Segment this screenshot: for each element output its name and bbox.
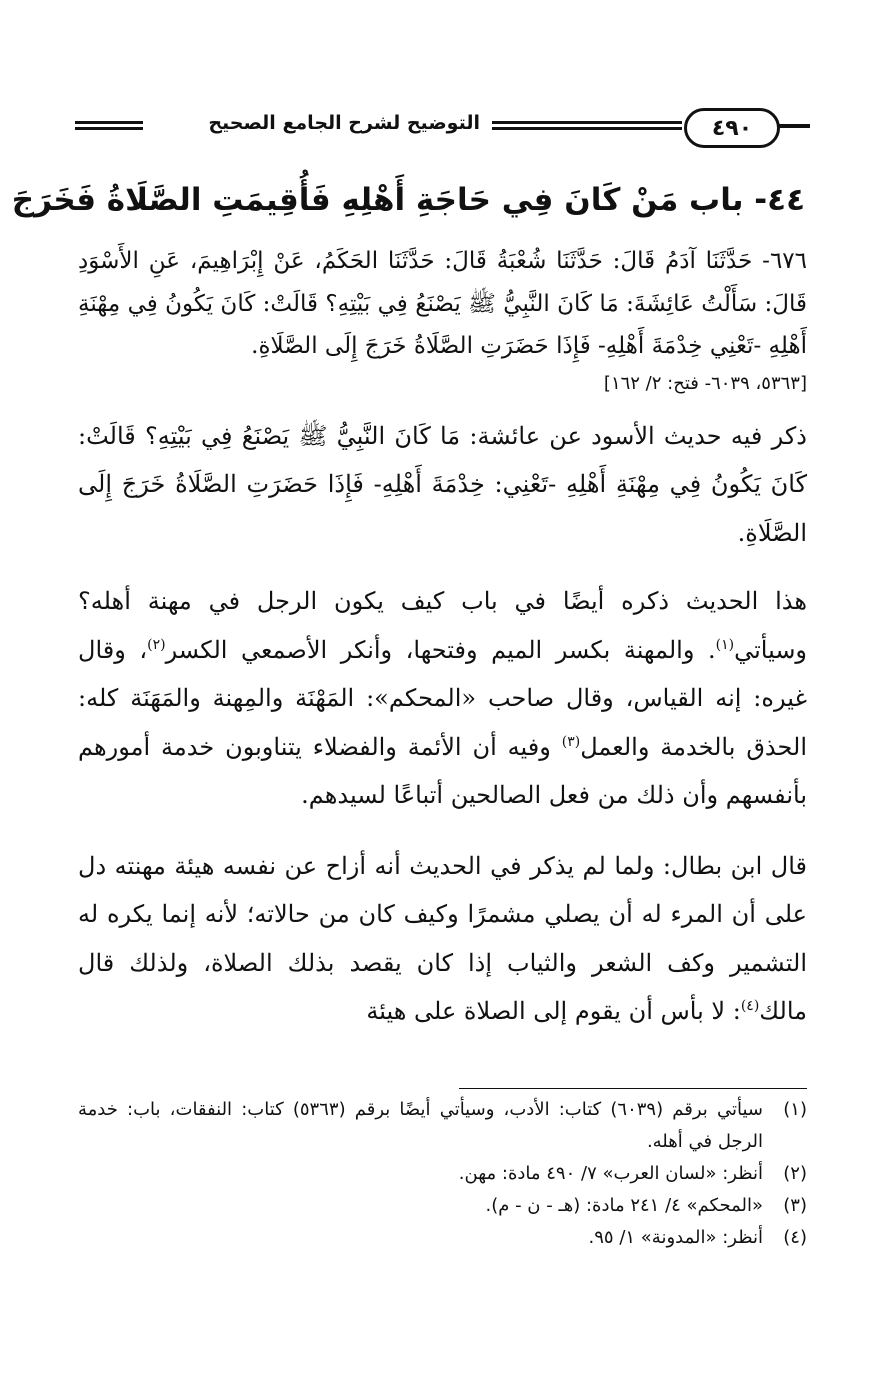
- page-number: ٤٩٠: [711, 115, 753, 141]
- hadith-text: ٦٧٦- حَدَّثَنَا آدَمُ قَالَ: حَدَّثَنَا شُعْبَةُ قَالَ: حَدَّثَنَا الحَكَمُ، عَنْ إِبْرَاهِيمَ، عَنِ الأَسْوَدِ قَالَ: سَأَلْتُ عَائِشَةَ: مَا كَانَ النَّبِيُّ ﷺ يَصْنَعُ فِي بَيْتِهِ؟ قَالَتْ: كَانَ يَكُونُ فِي مِهْنَةِ أَهْلِهِ -تَعْنِي خِدْمَةَ أَهْلِهِ- فَإِذَا حَضَرَتِ الصَّلَاةُ خَرَجَ إِلَى الصَّلَاةِ.: [78, 248, 807, 359]
- footnote-text: أنظر: «المدونة» ١/ ٩٥.: [588, 1227, 763, 1248]
- footnote-marker-1[interactable]: (١): [715, 636, 735, 653]
- paragraph-3-part-a: قال ابن بطال: ولما لم يذكر في الحديث أنه أزاح عن نفسه هيئة مهنته دل على أن المرء له أن يصلي مشمرًا وكيف كان من حالاته؛ لأنه إنما يكره له التشمير وكف الشعر والثياب إذا كان يقصد بذلك الصلاة، ولذلك قال مالك: [78, 851, 807, 1025]
- footnote-number: (٤): [783, 1227, 807, 1248]
- footnote-marker-4[interactable]: (٤): [740, 998, 760, 1014]
- paragraph-2-part-c: ، وقال غيره: إنه القياس، وقال صاحب «المحكم»: المَهْنَة والمِهنة والمَهَنَة كله: الحذق بالخدمة والعمل: [78, 635, 808, 761]
- footnote-marker-3[interactable]: (٣): [561, 733, 581, 750]
- paragraph-2-part-b: . والمهنة بكسر الميم وفتحها، وأنكر الأصمعي الكسر: [165, 635, 716, 664]
- paragraph-2-part-d: وفيه أن الأئمة والفضلاء يتناوبون خدمة أمورهم بأنفسهم وأن ذلك من فعل الصالحين أتباعًا لسيدهم.: [78, 732, 807, 809]
- commentary-paragraph-1: ذكر فيه حديث الأسود عن عائشة: مَا كَانَ النَّبِيُّ ﷺ يَصْنَعُ فِي بَيْتِهِ؟ قَالَتْ: كَانَ يَكُونُ فِي مِهْنَةِ أَهْلِهِ -تَعْنِي: خِدْمَةَ أَهْلِهِ- فَإِذَا حَضَرَتِ الصَّلَاةُ خَرَجَ إِلَى الصَّلَاةِ.: [78, 421, 807, 547]
- footnote-1: [78, 1094, 807, 1158]
- footnote-2: [78, 1158, 807, 1190]
- footnote-marker-2[interactable]: (٢): [147, 636, 166, 653]
- footnote-number: (٣): [783, 1195, 807, 1216]
- header-double-rule-left: [75, 121, 143, 130]
- commentary-paragraph-2: [78, 577, 807, 820]
- header-double-rule-right: [492, 121, 682, 130]
- footnote-4: [78, 1222, 807, 1254]
- main-text: [78, 240, 807, 1036]
- footnote-text: سيأتي برقم (٦٠٣٩) كتاب: الأدب، وسيأتي أيضًا برقم (٥٣٦٣) كتاب: النفقات، باب: خدمة الرجل في أهله.: [78, 1099, 763, 1152]
- footnote-text: أنظر: «لسان العرب» ٧/ ٤٩٠ مادة: مهن.: [458, 1163, 763, 1184]
- footnote-separator: [459, 1088, 807, 1089]
- page-number-badge: [684, 108, 780, 148]
- footnotes: [78, 1094, 807, 1254]
- commentary-paragraph-3: [78, 842, 807, 1036]
- hadith-reference: [٥٣٦٣، ٦٠٣٩- فتح: ٢/ ١٦٢]: [603, 372, 807, 394]
- paragraph-2-part-a: هذا الحديث ذكره أيضًا في باب كيف يكون الرجل في مهنة أهله؟ وسيأتي: [78, 587, 808, 664]
- footnote-text: «المحكم» ٤/ ٢٤١ مادة: (هـ - ن - م).: [485, 1195, 763, 1216]
- footnote-number: (١): [783, 1099, 807, 1120]
- page-number-badge-tail: [776, 124, 810, 128]
- footnote-number: (٢): [783, 1163, 807, 1184]
- chapter-heading: ٤٤- باب مَنْ كَانَ فِي حَاجَةِ أَهْلِهِ فَأُقِيمَتِ الصَّلَاةُ فَخَرَجَ: [11, 182, 805, 218]
- paragraph-3-part-b: : لا بأس أن يقوم إلى الصلاة على هيئة: [366, 997, 741, 1025]
- footnote-3: [78, 1190, 807, 1222]
- running-title: التوضيح لشرح الجامع الصحيح: [208, 112, 480, 134]
- running-header: [75, 104, 810, 152]
